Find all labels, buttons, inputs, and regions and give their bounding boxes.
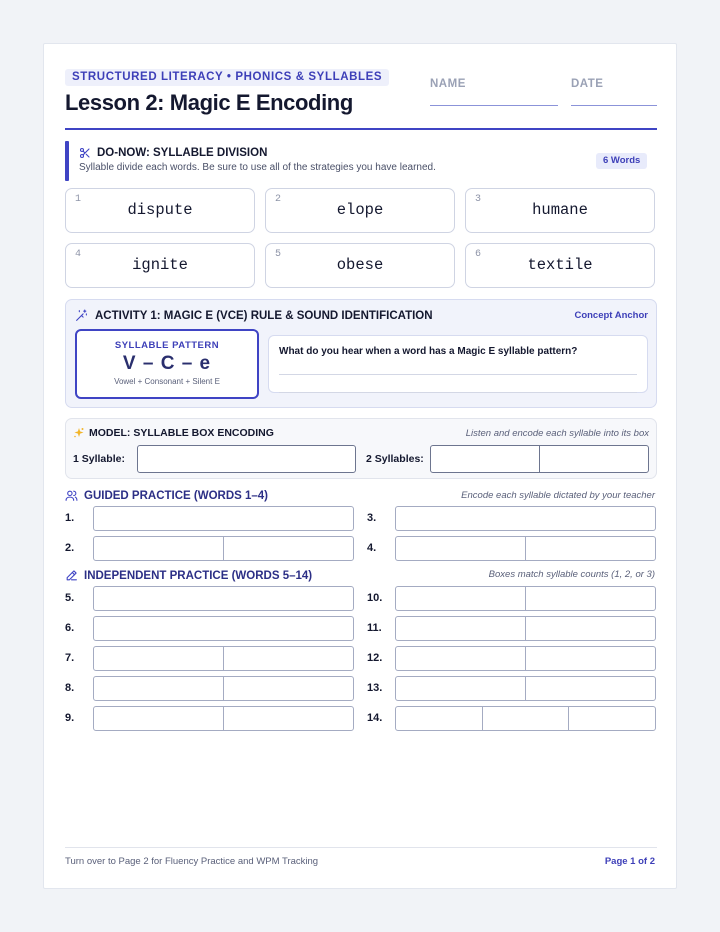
encoding-box-row[interactable] [93, 586, 354, 611]
name-label: NAME [430, 78, 466, 90]
encoding-box-row[interactable] [93, 706, 354, 731]
word-number: 4 [75, 249, 82, 260]
encoding-box-row[interactable] [395, 506, 656, 531]
syllable-cell[interactable] [223, 677, 353, 700]
syllable-cell[interactable] [94, 707, 223, 730]
word-card-grid [65, 188, 657, 288]
item-number: 1. [65, 512, 75, 524]
sparkle-icon [73, 427, 85, 439]
users-icon [65, 489, 78, 502]
word-card[interactable] [265, 243, 455, 288]
answer-line[interactable] [279, 374, 637, 375]
syllable-cell[interactable] [482, 707, 569, 730]
worksheet-page [43, 43, 677, 889]
syllable-cell[interactable] [94, 647, 223, 670]
two-syllables-label: 2 Syllables: [366, 453, 424, 465]
syllable-cell[interactable] [396, 617, 525, 640]
word-card[interactable] [65, 188, 255, 233]
page-indicator: Page 1 of 2 [604, 856, 655, 867]
date-label: DATE [571, 78, 604, 90]
word-text: textile [527, 256, 593, 274]
syllable-cell[interactable] [539, 446, 648, 472]
item-number: 9. [65, 712, 75, 724]
word-number: 2 [275, 194, 282, 205]
scissors-icon [79, 147, 91, 159]
pattern-label: SYLLABLE PATTERN [114, 340, 220, 351]
syllable-cell[interactable] [396, 677, 525, 700]
item-number: 14. [367, 712, 383, 724]
one-syllable-label: 1 Syllable: [73, 453, 125, 465]
syllable-cell[interactable] [525, 647, 655, 670]
syllable-cell[interactable] [223, 537, 353, 560]
item-number: 7. [65, 652, 75, 664]
word-text: elope [336, 201, 384, 219]
syllable-cell[interactable] [94, 617, 353, 640]
item-number: 5. [65, 592, 75, 604]
name-field[interactable] [430, 74, 558, 106]
activity-1-heading [75, 309, 433, 322]
guided-practice-heading [65, 489, 268, 502]
encoding-box-row[interactable] [93, 506, 354, 531]
question-text: What do you hear when a word has a Magic E syllable pattern? [279, 346, 578, 357]
item-number: 3. [367, 512, 377, 524]
word-number: 3 [475, 194, 482, 205]
independent-practice-title: INDEPENDENT PRACTICE (WORDS 5–14) [84, 569, 313, 582]
encoding-box-row[interactable] [395, 586, 656, 611]
date-field[interactable] [571, 74, 657, 106]
encoding-box-row[interactable] [395, 646, 656, 671]
syllable-cell[interactable] [396, 707, 482, 730]
syllable-cell[interactable] [94, 537, 223, 560]
footer-divider [65, 847, 657, 848]
item-number: 4. [367, 542, 377, 554]
model-panel [65, 418, 657, 479]
title-divider [65, 128, 657, 130]
course-eyebrow: STRUCTURED LITERACY • PHONICS & SYLLABLES [65, 69, 389, 86]
syllable-cell[interactable] [94, 587, 353, 610]
syllable-cell[interactable] [94, 677, 223, 700]
encoding-box-row[interactable] [395, 616, 656, 641]
item-number: 6. [65, 622, 75, 634]
syllable-cell[interactable] [94, 507, 353, 530]
model-title: MODEL: SYLLABLE BOX ENCODING [89, 427, 274, 439]
item-number: 13. [367, 682, 383, 694]
word-number: 5 [275, 249, 282, 260]
word-card[interactable] [65, 243, 255, 288]
item-number: 8. [65, 682, 75, 694]
activity-1-panel [65, 299, 657, 408]
guided-practice-title: GUIDED PRACTICE (WORDS 1–4) [84, 489, 269, 502]
word-text: obese [336, 256, 384, 274]
item-number: 11. [367, 622, 382, 634]
encoding-box-row[interactable] [93, 616, 354, 641]
encoding-box-row[interactable] [93, 536, 354, 561]
pattern-caption: Vowel + Consonant + Silent E [114, 377, 220, 386]
encoding-box-row[interactable] [93, 676, 354, 701]
model-heading [73, 427, 274, 439]
word-text: dispute [127, 201, 193, 219]
independent-practice-heading [65, 569, 312, 582]
word-number: 1 [75, 194, 82, 205]
pattern-formula: V – C – e [122, 353, 212, 374]
word-text: ignite [132, 256, 188, 274]
word-card[interactable] [265, 188, 455, 233]
syllable-cell[interactable] [396, 647, 525, 670]
syllable-cell[interactable] [525, 587, 655, 610]
word-number: 6 [475, 249, 482, 260]
syllable-cell[interactable] [223, 647, 353, 670]
question-card[interactable] [268, 335, 648, 393]
syllable-cell[interactable] [396, 537, 525, 560]
pencil-icon [65, 569, 78, 582]
word-count-badge: 6 Words [596, 153, 647, 169]
syllable-cell[interactable] [568, 707, 655, 730]
syllable-cell[interactable] [396, 507, 655, 530]
one-syllable-box[interactable] [137, 445, 356, 473]
lesson-title: Lesson 2: Magic E Encoding [65, 90, 353, 115]
item-number: 2. [65, 542, 75, 554]
syllable-cell[interactable] [138, 446, 355, 472]
do-now-instructions: Syllable divide each words. Be sure to use all of the strategies you have learned. [79, 162, 436, 173]
encoding-box-row[interactable] [93, 646, 354, 671]
word-card[interactable] [465, 188, 655, 233]
model-hint: Listen and encode each syllable into its box [465, 428, 649, 439]
magic-wand-icon [75, 309, 88, 322]
word-text: humane [532, 201, 588, 219]
encoding-box-row[interactable] [395, 706, 656, 731]
two-syllable-box[interactable] [430, 445, 649, 473]
do-now-title: DO-NOW: SYLLABLE DIVISION [97, 147, 268, 159]
item-number: 10. [367, 592, 383, 604]
do-now-heading [79, 147, 267, 159]
syllable-cell[interactable] [525, 537, 655, 560]
independent-practice-hint: Boxes match syllable counts (1, 2, or 3) [488, 569, 655, 580]
syllable-pattern-card [75, 329, 259, 399]
syllable-cell[interactable] [525, 617, 655, 640]
encoding-box-row[interactable] [395, 676, 656, 701]
encoding-box-row[interactable] [395, 536, 656, 561]
footer-note: Turn over to Page 2 for Fluency Practice and WPM Tracking [65, 856, 319, 867]
guided-practice-hint: Encode each syllable dictated by your teacher [461, 490, 655, 501]
do-now-accent-bar [65, 141, 69, 181]
item-number: 12. [367, 652, 383, 664]
concept-anchor-link[interactable]: Concept Anchor [574, 310, 648, 321]
word-card[interactable] [465, 243, 655, 288]
syllable-cell[interactable] [396, 587, 525, 610]
answer-line[interactable] [279, 392, 637, 393]
syllable-cell[interactable] [431, 446, 539, 472]
syllable-cell[interactable] [525, 677, 655, 700]
activity-1-title: ACTIVITY 1: MAGIC E (VCE) RULE & SOUND IDENTIFICATION [95, 309, 433, 322]
syllable-cell[interactable] [223, 707, 353, 730]
